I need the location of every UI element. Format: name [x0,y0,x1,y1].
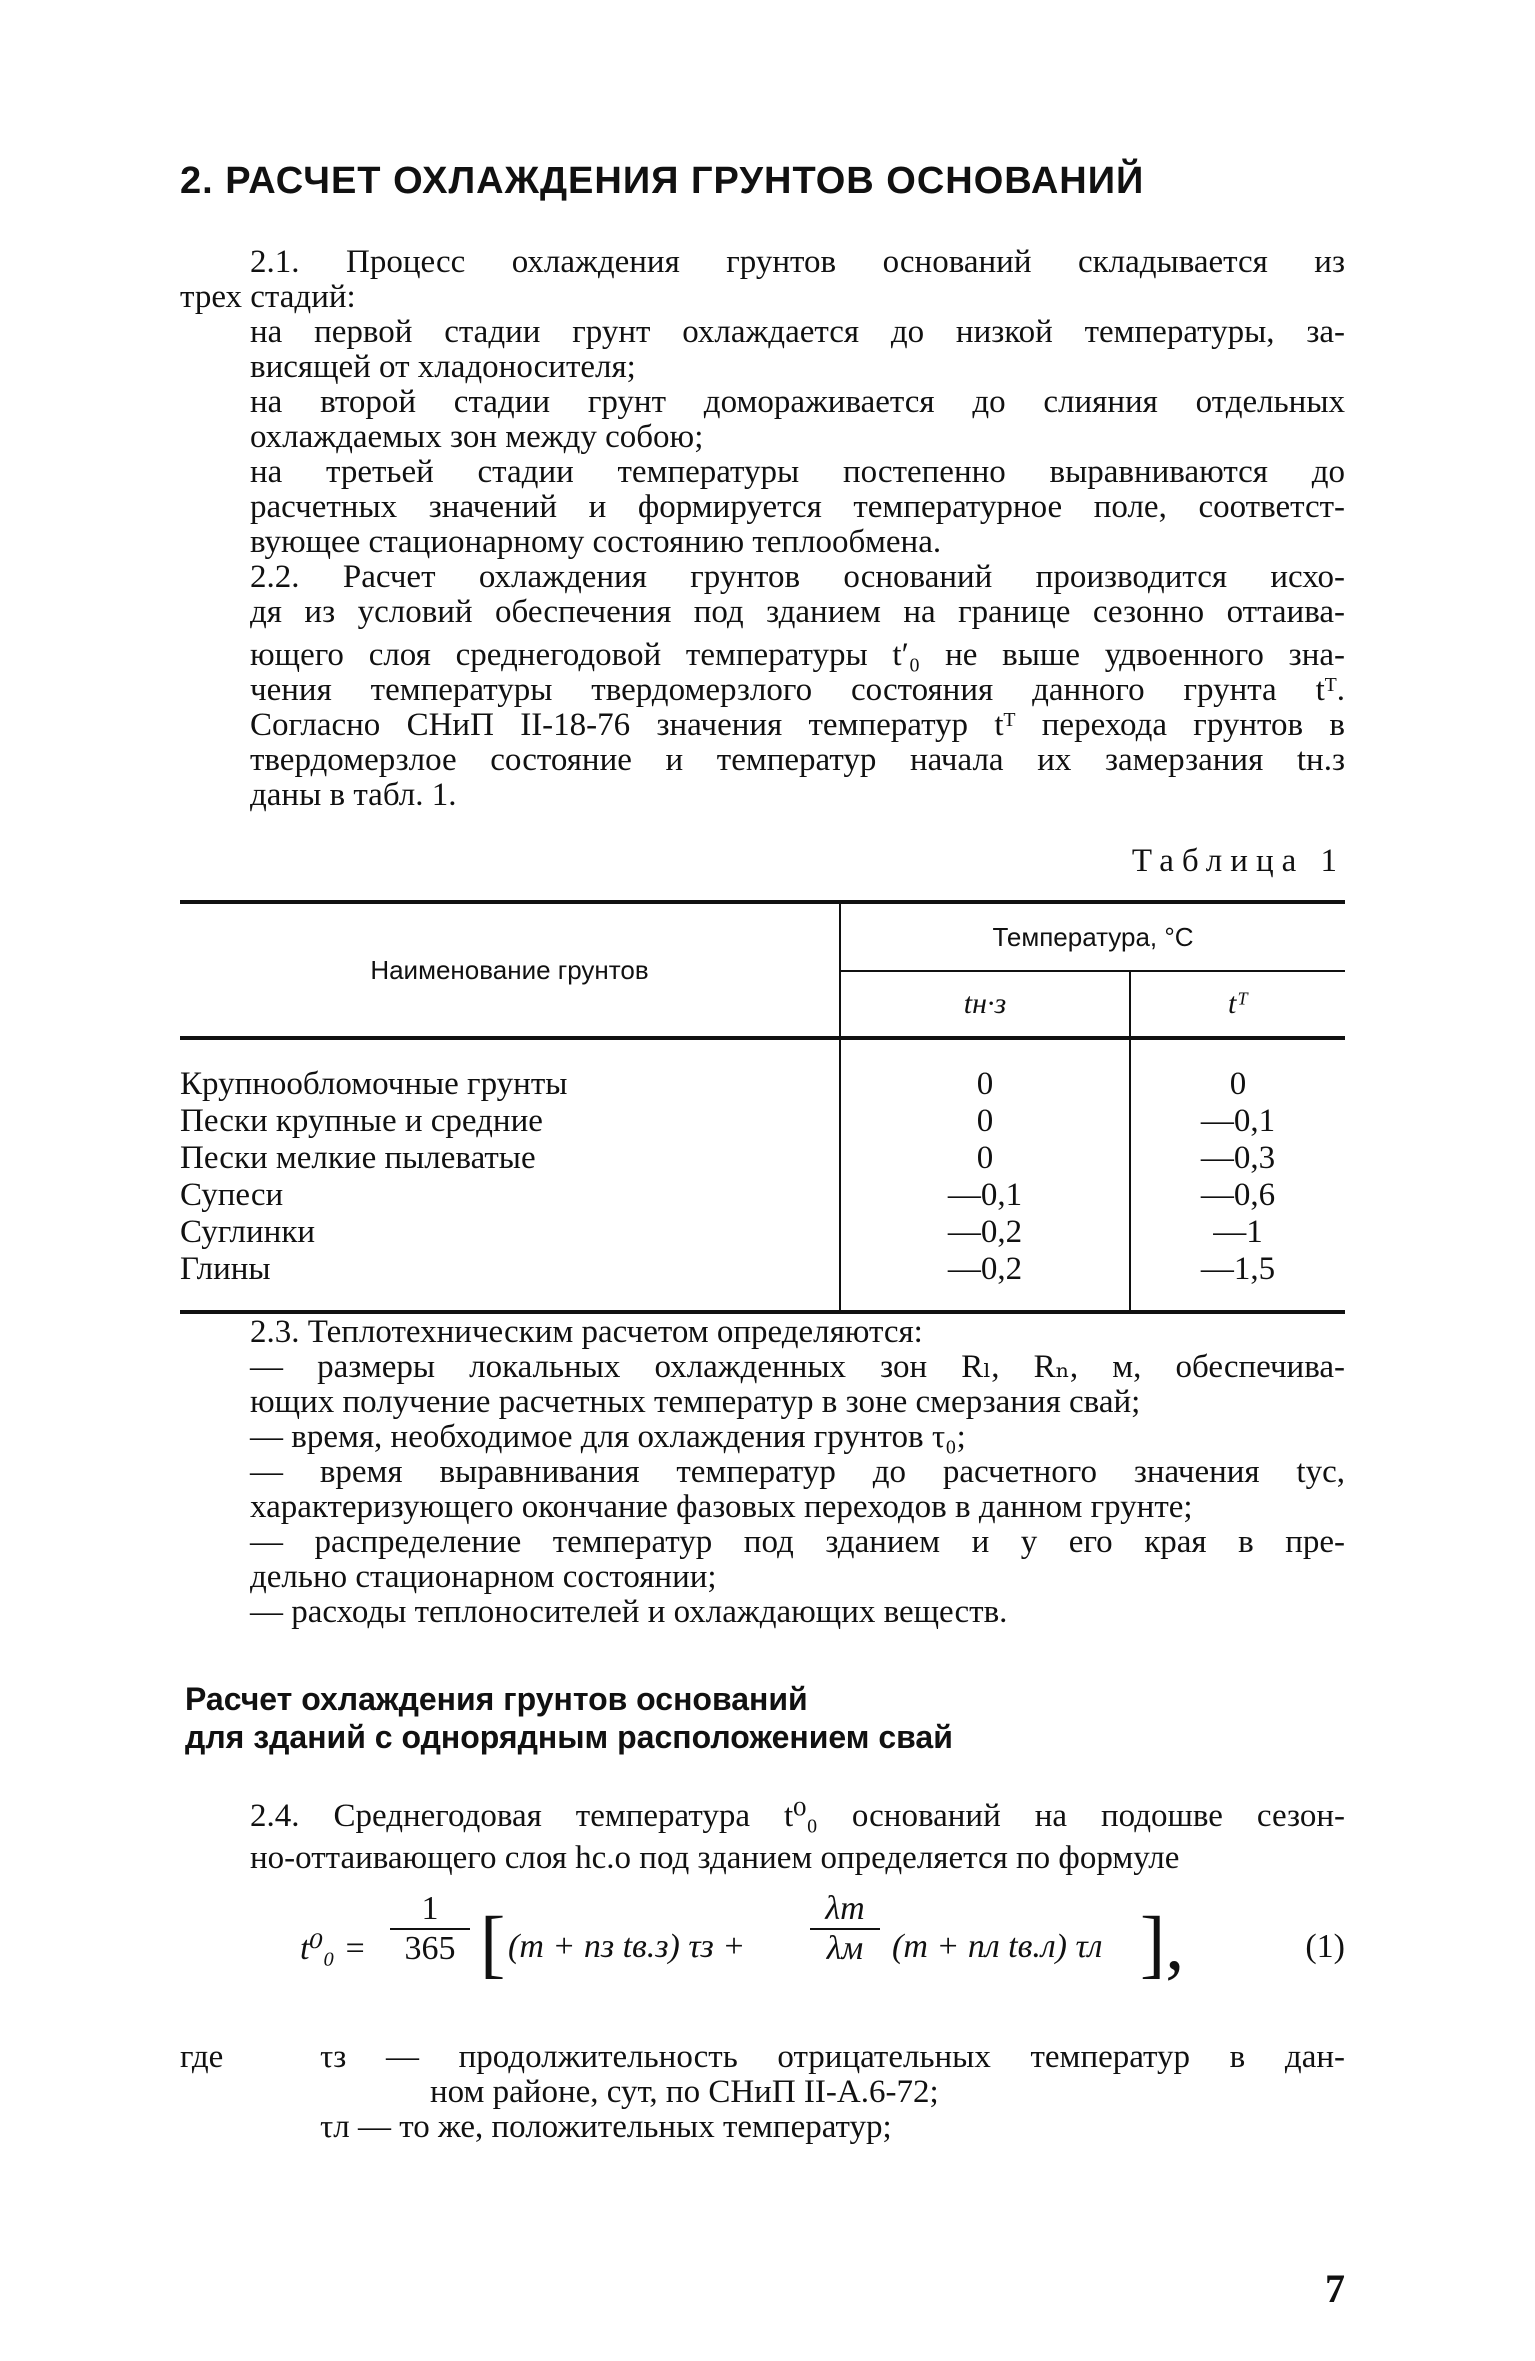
list-item-coolant-consumption [180,1595,1345,1630]
table-row [180,1251,1345,1288]
tnz-value: —0,2 [840,1214,1130,1251]
text-line: на первой стадии грунт охлаждается до низкой температуры, за- [250,314,1345,350]
text-line: 2.1. Процесс охлаждения грунтов оснований складывается из [250,244,1345,280]
text-line: дя из условий обеспечения под зданием на границе сезонно оттаива- [250,594,1345,630]
paragraph-2-2 [180,560,1345,813]
paragraph-stage-3 [180,455,1345,560]
formula-winter-term: (m + nз tв.з) τз + [508,1928,746,1965]
text-line: но-оттаивающего слоя hс.о под зданием определяется по формуле [250,1840,1180,1876]
text-line: характеризующего окончание фазовых переходов в данном грунте; [250,1489,1193,1525]
tt-value: —1,5 [1200,1251,1276,1287]
table-row [180,1177,1345,1214]
definition-line: ном районе, сут, по СНиП II-А.6-72; [430,2074,939,2110]
soil-name: Пески мелкие пылеватые [180,1140,536,1176]
page [180,0,1345,2361]
soil-name: Суглинки [180,1214,316,1250]
where-definitions [320,2040,1345,2145]
soil-name: Глины [180,1251,271,1287]
formula-1 [180,1890,1345,2010]
fraction-numerator: λт [810,1890,880,1930]
open-bracket: [ [480,1902,506,1986]
formula-summer-term: (m + nл tв.л) τл [892,1928,1103,1965]
list-item-equalization-time [180,1455,1345,1525]
table-row [180,1214,1345,1251]
text-line: ющего слоя среднегодовой температуры t′₀ не выше удвоенного зна- [250,637,1345,673]
paragraph-2-4 [180,1795,1345,1879]
soil-name: Пески крупные и средние [180,1103,543,1139]
list-item-zone-sizes [180,1350,1345,1420]
text-line: даны в табл. 1. [250,777,457,813]
tnz-value: —0,1 [840,1177,1130,1214]
header-tt: tᵀ [1228,987,1248,1020]
soil-name: Крупнообломочные грунты [180,1066,568,1102]
where-label: где [180,2039,224,2075]
paragraph-2-3 [180,1315,1345,1350]
subheading-line: для зданий с однорядным расположением свай [185,1719,953,1755]
header-temperature: Температура, °С [840,902,1345,971]
tt-value: —0,1 [1200,1103,1276,1139]
text-line: 2.3. Теплотехническим расчетом определяются: [250,1314,923,1350]
paragraph-stage-1 [180,315,1345,385]
text-line: вующее стационарному состоянию теплообмена. [250,524,942,560]
header-tnz: tн·з [840,971,1130,1038]
fraction-1-365 [390,1890,470,1968]
text-line: трех стадий: [180,279,356,315]
page-number: 7 [1325,2266,1345,2311]
text-line: охлаждаемых зон между собою; [250,419,704,455]
text-line: — время выравнивания температур до расчетного значения tус, [250,1454,1345,1490]
section-heading: 2. РАСЧЕТ ОХЛАЖДЕНИЯ ГРУНТОВ ОСНОВАНИЙ [180,160,1145,202]
text-line: ющих получение расчетных температур в зоне смерзания свай; [250,1384,1141,1420]
soil-name: Супеси [180,1177,284,1213]
text-line: 2.4. Среднегодовая температура t⁰₀ оснований на подошве сезон- [250,1798,1345,1834]
text-line: — размеры локальных охлажденных зон Rₗ, Rₙ, м, обеспечива- [250,1349,1345,1385]
table-row [180,1140,1345,1177]
text-line: 2.2. Расчет охлаждения грунтов оснований производится исхо- [250,559,1345,595]
tnz-value: —0,2 [840,1251,1130,1288]
definition-line: τл — то же, положительных температур; [320,2109,892,2145]
text-line: расчетных значений и формируется температурное поле, соответст- [250,489,1345,525]
text-line: на второй стадии грунт домораживается до слияния отдельных [250,384,1345,420]
definition-line: τз — продолжительность отрицательных температур в дан- [320,2039,1345,2075]
tnz-value: 0 [840,1103,1130,1140]
fraction-denominator: 365 [404,1930,456,1967]
text-line: — время, необходимое для охлаждения грунтов τ₀; [250,1419,966,1455]
text-line: — расходы теплоносителей и охлаждающих веществ. [250,1594,1008,1630]
text-line: твердомерзлое состояние и температур начала их замерзания tн.з [250,742,1345,778]
tt-value: —0,6 [1200,1177,1276,1213]
fraction-denominator: λм [826,1930,864,1967]
soil-temperature-table [180,900,1345,1314]
text-line: чения температуры твердомерзлого состояния данного грунта tᵀ. [250,672,1345,708]
paragraph-stage-2 [180,385,1345,455]
tnz-value: 0 [840,1066,1130,1103]
subsection-heading [185,1680,953,1756]
text-line: висящей от хладоносителя; [250,349,636,385]
tt-value: —1 [1213,1214,1263,1250]
text-line: — распределение температур под зданием и у его края в пре- [250,1524,1345,1560]
list-item-cooling-time [180,1420,1345,1455]
list-item-temperature-distribution [180,1525,1345,1595]
text-line: на третьей стадии температуры постепенно выравниваются до [250,454,1345,490]
table-caption: Таблица 1 [1131,843,1345,879]
table-row [180,1103,1345,1140]
tnz-value: 0 [840,1140,1130,1177]
fraction-numerator: 1 [390,1890,470,1930]
tt-value: 0 [1229,1066,1247,1102]
fraction-lambda [810,1890,880,1968]
table-row [180,1066,1345,1103]
text-line: Согласно СНиП II-18-76 значения температур tᵀ перехода грунтов в [250,707,1345,743]
subheading-line: Расчет охлаждения грунтов оснований [185,1681,808,1717]
tt-value: —0,3 [1200,1140,1276,1176]
formula-lhs: t⁰₀ = [300,1930,367,1967]
text-line: дельно стационарном состоянии; [250,1559,717,1595]
paragraph-2-1 [180,245,1345,315]
equation-number: (1) [1305,1928,1345,1965]
close-bracket: ], [1140,1902,1185,1986]
header-soil-name: Наименование грунтов [180,902,840,1038]
